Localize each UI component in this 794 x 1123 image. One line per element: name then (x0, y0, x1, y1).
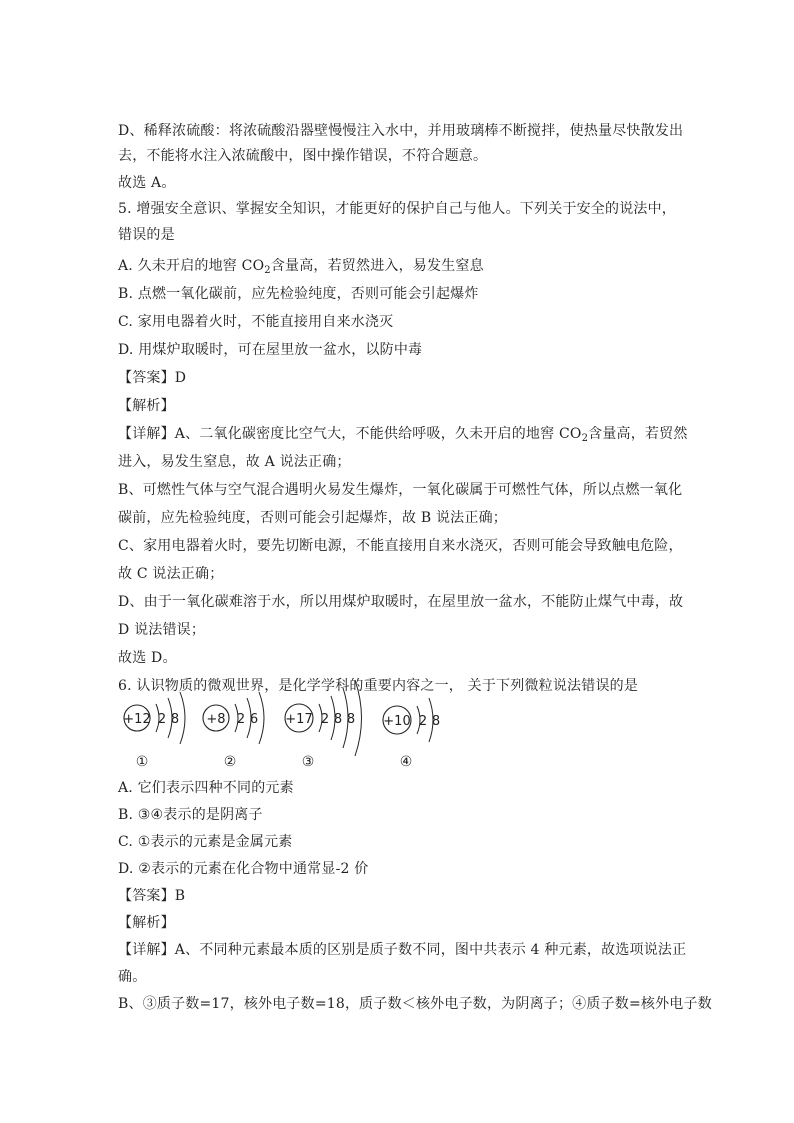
q5-detail-b: B、可燃性气体与空气混合遇明火易发生爆炸，一氧化碳属于可燃性气体，所以点燃一氧化 (118, 482, 683, 498)
atom-diagram-4 (383, 698, 440, 770)
q6-option-a: A. 它们表示四种不同的元素 (118, 780, 294, 796)
text-line: 故选 A。 (118, 175, 176, 191)
atom-label: ① (135, 754, 149, 770)
q6-option-c: C. ①表示的元素是金属元素 (118, 834, 293, 850)
q5-detail-a: 【详解】A、二氧化碳密度比空气大，不能供给呼吸，久未开启的地窖 $CO_2$含量高，若贸然 (118, 426, 688, 444)
q6-option-b: B. ③④表示的是阴离子 (118, 807, 263, 823)
atom-diagram-2 (203, 692, 264, 770)
q5-analysis-heading: 【解析】 (118, 398, 175, 414)
shell-electrons: 2 (320, 712, 330, 727)
q5-option-b: B. 点燃一氧化碳前，应先检验纯度，否则可能会引起爆炸 (118, 286, 479, 302)
atom-label: ③ (301, 754, 315, 770)
q5-detail-c: C、家用电器着火时，要先切断电源，不能直接用自来水浇灭，否则可能会导致触电危险， (118, 538, 683, 554)
q5-option-d: D. 用煤炉取暖时，可在屋里放一盆水，以防中毒 (118, 342, 423, 358)
nucleus-charge: +10 (383, 714, 411, 729)
question-5-stem-cont: 错误的是 (118, 227, 175, 243)
q5-answer: 【答案】D (118, 370, 187, 386)
nucleus-charge: +12 (123, 712, 151, 727)
atom-diagram-3 (285, 680, 362, 770)
atom-label: ④ (399, 754, 413, 770)
q6-detail-a-cont: 确。 (118, 969, 147, 985)
q5-detail-a-cont: 进入，易发生窒息，故 A 说法正确； (118, 454, 351, 470)
shell-electrons: 2 (157, 712, 167, 727)
q5-detail-c-cont: 故 C 说法正确； (118, 566, 224, 582)
q5-conclusion: 故选 D。 (118, 650, 177, 666)
q5-detail-b-cont: 碳前，应先检验纯度，否则可能会引起爆炸，故 B 说法正确； (118, 510, 507, 526)
shell-electrons: 8 (346, 712, 356, 727)
shell-electrons: 8 (333, 712, 343, 727)
atom-diagram-1 (123, 692, 185, 770)
nucleus-charge: +17 (285, 712, 313, 727)
shell-electrons: 6 (249, 712, 259, 727)
q5-detail-d: D、由于一氧化碳难溶于水，所以用煤炉取暖时，在屋里放一盆水，不能防止煤气中毒，故 (118, 594, 684, 610)
nucleus-charge: +8 (206, 712, 226, 727)
q5-detail-d-cont: D 说法错误； (118, 622, 206, 638)
q6-detail-a: 【详解】A、不同种元素最本质的区别是质子数不同，图中共表示 4 种元素，故选项说法正 (118, 942, 687, 958)
shell-electrons: 2 (418, 714, 428, 729)
atomic-structure-diagrams (112, 668, 452, 776)
q5-option-c: C. 家用电器着火时，不能直接用自来水浇灭 (118, 314, 394, 330)
shell-electrons: 8 (431, 714, 441, 729)
shell-electrons: 2 (236, 712, 246, 727)
question-6-stem: 6. 认识物质的微观世界，是化学学科的重要内容之一， 关于下列微粒说法错误的是 (118, 678, 639, 694)
text-line: D、稀释浓硫酸：将浓硫酸沿器壁慢慢注入水中，并用玻璃棒不断搅拌，使热量尽快散发出 (118, 123, 684, 139)
q6-analysis-heading: 【解析】 (118, 915, 175, 931)
q6-answer: 【答案】B (118, 888, 186, 904)
shell-electrons: 8 (170, 712, 180, 727)
q5-option-a: A. 久未开启的地窖 $CO_2$含量高，若贸然进入，易发生窒息 (118, 258, 484, 276)
question-5-stem: 5. 增强安全意识、掌握安全知识，才能更好的保护自己与他人。下列关于安全的说法中， (118, 201, 677, 217)
text-line: 去，不能将水注入浓硫酸中，图中操作错误，不符合题意。 (118, 148, 488, 164)
q6-detail-b: B、③质子数=17，核外电子数=18，质子数＜核外电子数，为阴离子；④质子数=核外电子数 (118, 996, 712, 1012)
q6-option-d: D. ②表示的元素在化合物中通常显-2 价 (118, 861, 369, 877)
atom-label: ② (223, 754, 237, 770)
